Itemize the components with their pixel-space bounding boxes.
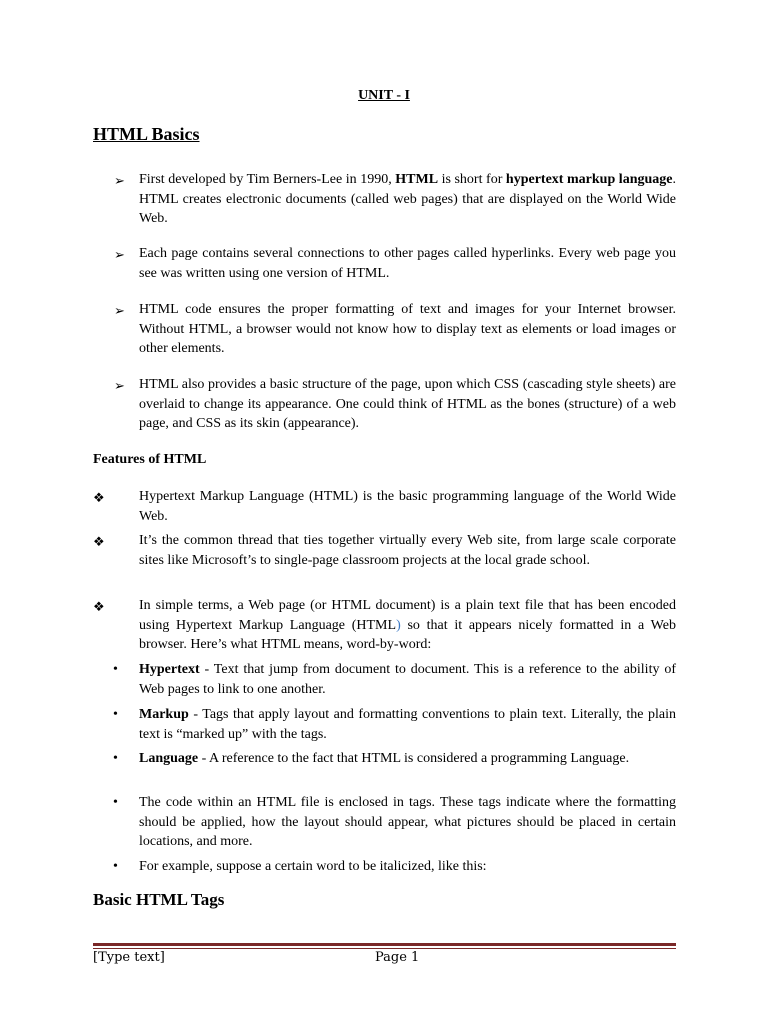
bold-term: Markup (139, 707, 189, 722)
diamond-bullet-icon: ❖ (93, 534, 105, 549)
text-run: HTML code ensures the proper formatting of text and images for your Internet browser. Without HTML, a browser would not know how to display text as elements or load images or other elements. (139, 302, 676, 356)
subitem-language (139, 749, 676, 769)
text-run: In simple terms, a Web page (or HTML document) is a plain text file that has been encoded using Hypertext Markup Language (HTML (139, 598, 676, 633)
bold-term: Hypertext (139, 662, 200, 677)
arrow-bullet-icon: ➢ (114, 378, 125, 393)
subitem-example (139, 857, 676, 877)
diamond-bullet-icon: ❖ (93, 490, 105, 505)
text-run: Each page contains several connections to other pages called hyperlinks. Every web page you see was written using one version of HTML. (139, 246, 676, 281)
arrow-bullet-icon: ➢ (114, 173, 125, 188)
text-run: is short for (438, 172, 506, 187)
arrow-bullet-icon: ➢ (114, 247, 125, 262)
feature-item-3 (139, 596, 676, 655)
dot-bullet-icon: • (113, 662, 118, 677)
bold-term: Language (139, 751, 199, 766)
basics-paragraph-1 (139, 170, 676, 229)
dot-bullet-icon: • (113, 795, 118, 810)
text-run: - Text that jump from document to document. This is a reference to the ability of Web pages to link to one another. (139, 662, 676, 697)
arrow-bullet-icon: ➢ (114, 303, 125, 318)
dot-bullet-icon: • (113, 859, 118, 874)
subitem-hypertext (139, 660, 676, 699)
text-run: - Tags that apply layout and formatting conventions to plain text. Literally, the plain text is “marked up” with the tags. (139, 707, 676, 742)
diamond-bullet-icon: ❖ (93, 599, 105, 614)
text-run: so that it appears nicely formatted in a Web browser. Here’s what HTML means, word-by-word: (139, 617, 676, 652)
feature-item-2 (139, 531, 676, 570)
basics-paragraph-2 (139, 244, 676, 283)
dot-bullet-icon: • (113, 707, 118, 722)
section-title-html-basics: HTML Basics (93, 124, 200, 144)
footer-page-number: Page 1 (375, 950, 420, 965)
bold-term: hypertext markup language (505, 172, 673, 187)
text-run: It’s the common thread that ties together virtually every Web site, from large scale corporate sites like Microsoft’s to single-page classroom projects at the local grade school. (139, 533, 676, 568)
text-run: ) (396, 617, 401, 633)
footer-left-text: [Type text] (93, 950, 165, 965)
text-run: First developed by Tim Berners-Lee in 1990, (139, 172, 396, 187)
text-run: HTML also provides a basic structure of the page, upon which CSS (cascading style sheets) are overlaid to change its appearance. One could think of HTML as the bones (structure) of a web page, and CSS as its skin (appearance). (139, 377, 676, 431)
dot-bullet-icon: • (113, 751, 118, 766)
subitem-markup (139, 705, 676, 744)
text-run: The code within an HTML file is enclosed in tags. These tags indicate where the formatting should be applied, how the layout should appear, what pictures should be placed in certain locations, and more. (139, 795, 676, 849)
basics-paragraph-3 (139, 300, 676, 359)
footer-rule-thick (93, 943, 676, 946)
text-run: . HTML creates electronic documents (called web pages) that are displayed on the World Wide Web. (139, 172, 676, 226)
bold-term: HTML (395, 172, 439, 187)
basics-paragraph-4 (139, 375, 676, 434)
features-heading: Features of HTML (93, 452, 207, 467)
unit-heading: UNIT - I (358, 88, 410, 103)
subitem-code-tags (139, 793, 676, 852)
text-run: - A reference to the fact that HTML is considered a programming Language. (198, 751, 630, 766)
text-run: For example, suppose a certain word to be italicized, like this: (139, 859, 487, 874)
footer-rule-thin (93, 948, 676, 949)
feature-item-1 (139, 487, 676, 526)
text-run: Hypertext Markup Language (HTML) is the basic programming language of the World Wide Web. (139, 489, 676, 524)
section-title-basic-tags: Basic HTML Tags (93, 890, 225, 909)
